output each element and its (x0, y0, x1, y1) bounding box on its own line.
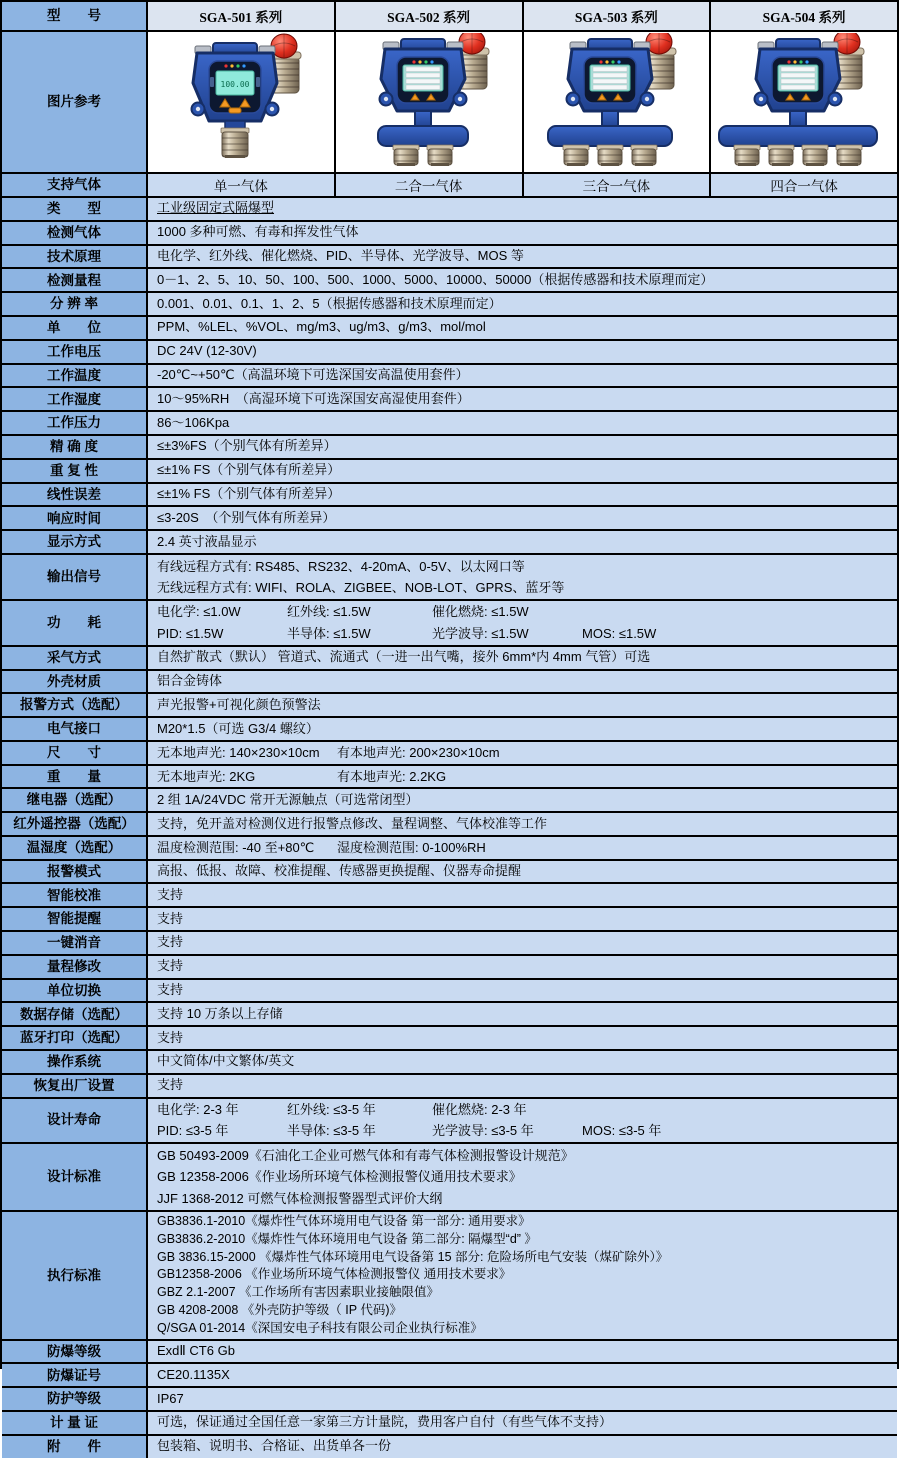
spec-label: 防护等级 (2, 1388, 148, 1410)
spec-text-line: GB3836.1-2010《爆炸性气体环境用电气设备 第一部分: 通用要求》 (157, 1214, 531, 1229)
spec-text-line: JJF 1368-2012 可燃气体检测报警器型式评价大纲 (157, 1190, 443, 1206)
spec-text: 中文简体/中文繁体/英文 (157, 1053, 295, 1069)
spec-row-32 (2, 1001, 897, 1025)
spec-row-9 (2, 410, 897, 434)
spec-label: 检测气体 (2, 222, 148, 244)
spec-grid-line (157, 601, 891, 623)
supported-gas-row (2, 172, 897, 196)
spec-value (148, 718, 897, 740)
spec-text: 支持 (157, 886, 184, 902)
spec-text: 支持 (157, 910, 184, 926)
spec-label: 工作湿度 (2, 388, 148, 410)
spec-row-26 (2, 859, 897, 883)
spec-label: 重 复 性 (2, 460, 148, 482)
spec-grid-cell: MOS: ≤3-5 年 (582, 1123, 662, 1139)
spec-grid-line (157, 623, 891, 645)
row-label-image: 图片参考 (2, 32, 148, 172)
spec-row-18 (2, 669, 897, 693)
spec-text: 2.4 英寸液晶显示 (157, 533, 257, 549)
spec-row-6 (2, 339, 897, 363)
spec-label: 执行标准 (2, 1212, 148, 1339)
spec-value (148, 412, 897, 434)
spec-value (148, 531, 897, 553)
spec-label: 外壳材质 (2, 671, 148, 693)
spec-row-0 (2, 196, 897, 220)
spec-grid-cell: PID: ≤1.5W (157, 626, 224, 642)
row-label-model: 型 号 (2, 2, 148, 30)
spec-grid-cell: 半导体: ≤3-5 年 (287, 1123, 376, 1139)
spec-text: ≤±1% FS（个别气体有所差异） (157, 462, 341, 478)
spec-text: M20*1.5（可选 G3/4 螺纹） (157, 720, 319, 736)
manifold-bar (719, 126, 877, 146)
spec-text: 10～95%RH （高湿环境下可选深国安高湿使用套件） (157, 390, 470, 406)
spec-text: ≤±3%FS（个别气体有所差异） (157, 438, 337, 454)
spec-text: 工业级固定式隔爆型 (157, 200, 275, 216)
spec-text-line: GB 3836.15-2000 《爆炸性气体环境用电气设备第 15 部分: 危险场所电气安装（煤矿除外）》 (157, 1249, 669, 1264)
spec-value (148, 980, 897, 1002)
spec-label: 工作电压 (2, 341, 148, 363)
spec-grid-cell: 光学波导: ≤1.5W (432, 626, 529, 642)
spec-row-20 (2, 716, 897, 740)
spec-label: 类 型 (2, 198, 148, 220)
spec-text: 电化学、红外线、催化燃烧、PID、半导体、光学波导、MOS 等 (157, 248, 524, 264)
spec-value (148, 956, 897, 978)
spec-row-40 (2, 1362, 897, 1386)
spec-value (148, 813, 897, 835)
support-gas-value: 四合一气体 (711, 174, 897, 196)
spec-label: 防爆等级 (2, 1341, 148, 1363)
spec-label: 计 量 证 (2, 1412, 148, 1434)
spec-text: 可选，保证通过全国任意一家第三方计量院，费用客户自付（有些气体不支持） (157, 1414, 613, 1430)
spec-text: 支持，免开盖对检测仪进行报警点修改、量程调整、气体校准等工作 (157, 815, 548, 831)
spec-label: 报警模式 (2, 861, 148, 883)
spec-value (148, 365, 897, 387)
spec-text: ExdⅡ CT6 Gb (157, 1343, 235, 1359)
spec-text: 0－1、2、5、10、50、100、500、1000、5000、10000、50000（根据传感器和技术原理而定） (157, 271, 714, 287)
spec-value (148, 222, 897, 244)
product-image-sga-504 (711, 32, 897, 172)
spec-label: 设计寿命 (2, 1099, 148, 1142)
spec-label: 工作温度 (2, 365, 148, 387)
svg-text:100.00: 100.00 (220, 80, 250, 89)
spec-row-7 (2, 363, 897, 387)
spec-grid-cell: 光学波导: ≤3-5 年 (432, 1123, 534, 1139)
spec-grid-cell: 红外线: ≤1.5W (287, 604, 371, 620)
spec-text: 支持 (157, 934, 184, 950)
spec-text: 0.001、0.01、0.1、1、2、5（根据传感器和技术原理而定） (157, 295, 502, 311)
spec-text: 支持 (157, 958, 184, 974)
spec-value (148, 1364, 897, 1386)
spec-label: 功 耗 (2, 601, 148, 644)
spec-label: 输出信号 (2, 555, 148, 599)
spec-value (148, 1099, 897, 1142)
spec-row-16 (2, 599, 897, 644)
spec-grid-cell: 湿度检测范围: 0-100%RH (337, 839, 486, 855)
spec-label: 电气接口 (2, 718, 148, 740)
spec-text-line: 有线远程方式有: RS485、RS232、4-20mA、0-5V、以太网口等 (157, 558, 525, 574)
spec-text: PPM、%LEL、%VOL、mg/m3、ug/m3、g/m3、mol/mol (157, 319, 486, 335)
spec-row-14 (2, 529, 897, 553)
spec-grid-cell: 无本地声光: 140×230×10cm (157, 744, 320, 760)
spec-row-4 (2, 291, 897, 315)
spec-grid-line (157, 742, 891, 764)
spec-grid-cell: 有本地声光: 2.2KG (337, 768, 447, 784)
spec-value (148, 460, 897, 482)
spec-value (148, 341, 897, 363)
spec-row-17 (2, 645, 897, 669)
spec-text: 高报、低报、故障、校准提醒、传感器更换提醒、仪器寿命提醒 (157, 863, 522, 879)
spec-label: 响应时间 (2, 507, 148, 529)
spec-value (148, 884, 897, 906)
spec-value (148, 647, 897, 669)
spec-value (148, 388, 897, 410)
spec-value (148, 742, 897, 764)
spec-label: 采气方式 (2, 647, 148, 669)
spec-value (148, 671, 897, 693)
spec-value (148, 507, 897, 529)
spec-text: 2 组 1A/24VDC 常开无源触点（可选常闭型） (157, 791, 419, 807)
spec-value (148, 766, 897, 788)
spec-row-38 (2, 1210, 897, 1339)
spec-grid-line (157, 1099, 891, 1121)
spec-label: 红外遥控器（选配） (2, 813, 148, 835)
spec-row-39 (2, 1339, 897, 1363)
spec-row-24 (2, 811, 897, 835)
spec-text-line: GB 4208-2008 《外壳防护等级（ IP 代码)》 (157, 1303, 402, 1318)
product-image-sga-501 (148, 32, 336, 172)
manifold-bar (378, 126, 468, 146)
spec-text: 支持 (157, 1077, 184, 1093)
spec-text: 1000 多种可燃、有毒和挥发性气体 (157, 224, 359, 240)
spec-text-line: GB12358-2006 《作业场所环境气体检测报警仪 通用技术要求》 (157, 1267, 512, 1282)
spec-value (148, 1388, 897, 1410)
spec-grid-cell: 半导体: ≤1.5W (287, 626, 371, 642)
spec-label: 量程修改 (2, 956, 148, 978)
product-image-sga-503 (524, 32, 712, 172)
spec-row-8 (2, 386, 897, 410)
spec-label: 附 件 (2, 1436, 148, 1458)
spec-text: 支持 (157, 1029, 184, 1045)
support-gas-value: 二合一气体 (336, 174, 524, 196)
model-name-sga-504: SGA-504 系列 (711, 2, 897, 30)
spec-row-29 (2, 930, 897, 954)
spec-text: ≤3-20S （个别气体有所差异） (157, 509, 336, 525)
spec-text: 86～106Kpa (157, 414, 230, 430)
spec-value (148, 198, 897, 220)
spec-label: 重 量 (2, 766, 148, 788)
model-header-row (2, 2, 897, 30)
spec-text: 支持 (157, 982, 184, 998)
spec-value (148, 837, 897, 859)
spec-grid-line (157, 1120, 891, 1142)
spec-label: 尺 寸 (2, 742, 148, 764)
spec-grid-cell: 电化学: ≤1.0W (157, 604, 241, 620)
spec-label: 蓝牙打印（选配） (2, 1027, 148, 1049)
spec-label: 防爆证号 (2, 1364, 148, 1386)
spec-value (148, 484, 897, 506)
spec-label: 单 位 (2, 317, 148, 339)
spec-value (148, 1075, 897, 1097)
spec-grid-cell: 温度检测范围: -40 至+80℃ (157, 839, 315, 855)
spec-value (148, 317, 897, 339)
spec-value (148, 555, 897, 599)
spec-row-42 (2, 1410, 897, 1434)
spec-value (148, 293, 897, 315)
spec-text: DC 24V (12-30V) (157, 343, 257, 359)
spec-row-19 (2, 692, 897, 716)
spec-grid-cell: 催化燃烧: ≤1.5W (432, 604, 529, 620)
spec-value (148, 908, 897, 930)
spec-text: IP67 (157, 1390, 184, 1406)
gas-detector-image (341, 33, 517, 171)
spec-label: 工作压力 (2, 412, 148, 434)
spec-row-34 (2, 1049, 897, 1073)
gas-detector-image (153, 33, 329, 171)
spec-row-21 (2, 740, 897, 764)
spec-label: 检测量程 (2, 269, 148, 291)
spec-label: 设计标准 (2, 1144, 148, 1210)
spec-row-28 (2, 906, 897, 930)
spec-text: -20℃~+50℃（高温环境下可选深国安高温使用套件） (157, 367, 469, 383)
spec-row-41 (2, 1386, 897, 1410)
spec-grid-cell: PID: ≤3-5 年 (157, 1123, 229, 1139)
spec-label: 报警方式（选配） (2, 694, 148, 716)
spec-value (148, 269, 897, 291)
spec-row-12 (2, 482, 897, 506)
spec-value (148, 601, 897, 644)
spec-value (148, 932, 897, 954)
spec-row-2 (2, 244, 897, 268)
spec-text: 声光报警+可视化颜色预警法 (157, 696, 321, 712)
spec-label: 线性误差 (2, 484, 148, 506)
spec-text-line: GB 12358-2006《作业场所环境气体检测报警仪通用技术要求》 (157, 1169, 522, 1185)
spec-text-line: GB3836.2-2010《爆炸性气体环境用电气设备 第二部分: 隔爆型“d” 》 (157, 1231, 537, 1246)
spec-row-11 (2, 458, 897, 482)
spec-row-27 (2, 882, 897, 906)
spec-label: 温湿度（选配） (2, 837, 148, 859)
spec-row-22 (2, 764, 897, 788)
spec-text: 包装箱、说明书、合格证、出货单各一份 (157, 1438, 392, 1454)
spec-grid-cell: 电化学: 2-3 年 (157, 1101, 239, 1117)
spec-row-36 (2, 1097, 897, 1142)
spec-value (148, 1412, 897, 1434)
model-name-sga-502: SGA-502 系列 (336, 2, 524, 30)
spec-value (148, 1436, 897, 1458)
gas-detector-image (528, 33, 704, 171)
gas-detector-image (716, 33, 892, 171)
spec-label: 显示方式 (2, 531, 148, 553)
spec-label: 数据存储（选配） (2, 1003, 148, 1025)
spec-value (148, 694, 897, 716)
spec-label: 单位切换 (2, 980, 148, 1002)
support-gas-value: 单一气体 (148, 174, 336, 196)
product-image-row (2, 30, 897, 172)
spec-value (148, 436, 897, 458)
spec-row-25 (2, 835, 897, 859)
spec-label: 技术原理 (2, 246, 148, 268)
spec-grid-cell: 催化燃烧: 2-3 年 (432, 1101, 527, 1117)
spec-label: 一键消音 (2, 932, 148, 954)
spec-row-35 (2, 1073, 897, 1097)
spec-text: ≤±1% FS（个别气体有所差异） (157, 486, 341, 502)
spec-label: 恢复出厂设置 (2, 1075, 148, 1097)
spec-row-13 (2, 505, 897, 529)
spec-row-3 (2, 267, 897, 291)
spec-label: 继电器（选配） (2, 789, 148, 811)
spec-text: 支持 10 万条以上存储 (157, 1005, 283, 1021)
spec-value (148, 1027, 897, 1049)
spec-row-1 (2, 220, 897, 244)
spec-row-5 (2, 315, 897, 339)
spec-value (148, 861, 897, 883)
spec-label: 操作系统 (2, 1051, 148, 1073)
spec-grid-cell: 无本地声光: 2KG (157, 768, 256, 784)
spec-row-30 (2, 954, 897, 978)
support-gas-value: 三合一气体 (524, 174, 712, 196)
spec-value (148, 1003, 897, 1025)
spec-row-23 (2, 787, 897, 811)
spec-grid-cell: MOS: ≤1.5W (582, 626, 657, 642)
spec-value (148, 246, 897, 268)
spec-text-line: GB 50493-2009《石油化工企业可燃气体和有毒气体检测报警设计规范》 (157, 1147, 574, 1163)
spec-label: 分 辨 率 (2, 293, 148, 315)
spec-text-line: Q/SGA 01-2014《深国安电子科技有限公司企业执行标准》 (157, 1320, 483, 1335)
model-name-sga-503: SGA-503 系列 (524, 2, 712, 30)
spec-label: 精 确 度 (2, 436, 148, 458)
spec-grid-cell: 有本地声光: 200×230×10cm (337, 744, 500, 760)
spec-grid-cell: 红外线: ≤3-5 年 (287, 1101, 376, 1117)
spec-text: 自然扩散式（默认） 管道式、流通式（一进一出气嘴，接外 6mm*内 4mm 气管）可选 (157, 649, 651, 665)
spec-text: CE20.1135X (157, 1366, 230, 1382)
manifold-bar (548, 126, 672, 146)
spec-value (148, 1051, 897, 1073)
spec-value (148, 789, 897, 811)
spec-row-15 (2, 553, 897, 599)
spec-value (148, 1212, 897, 1339)
spec-text-line: GBZ 2.1-2007 《工作场所有害因素职业接触限值》 (157, 1285, 439, 1300)
spec-value (148, 1144, 897, 1210)
spec-row-33 (2, 1025, 897, 1049)
spec-row-43 (2, 1434, 897, 1458)
spec-row-37 (2, 1142, 897, 1210)
spec-value (148, 1341, 897, 1363)
spec-grid-line (157, 766, 891, 788)
product-image-sga-502 (336, 32, 524, 172)
row-label-support: 支持气体 (2, 174, 148, 196)
spec-row-10 (2, 434, 897, 458)
spec-text-line: 无线远程方式有: WIFI、ROLA、ZIGBEE、NOB-LOT、GPRS、蓝牙等 (157, 580, 565, 596)
spec-label: 智能校准 (2, 884, 148, 906)
spec-row-31 (2, 978, 897, 1002)
model-name-sga-501: SGA-501 系列 (148, 2, 336, 30)
spec-text: 铝合金铸体 (157, 672, 223, 688)
spec-label: 智能提醒 (2, 908, 148, 930)
spec-grid-line (157, 837, 891, 859)
